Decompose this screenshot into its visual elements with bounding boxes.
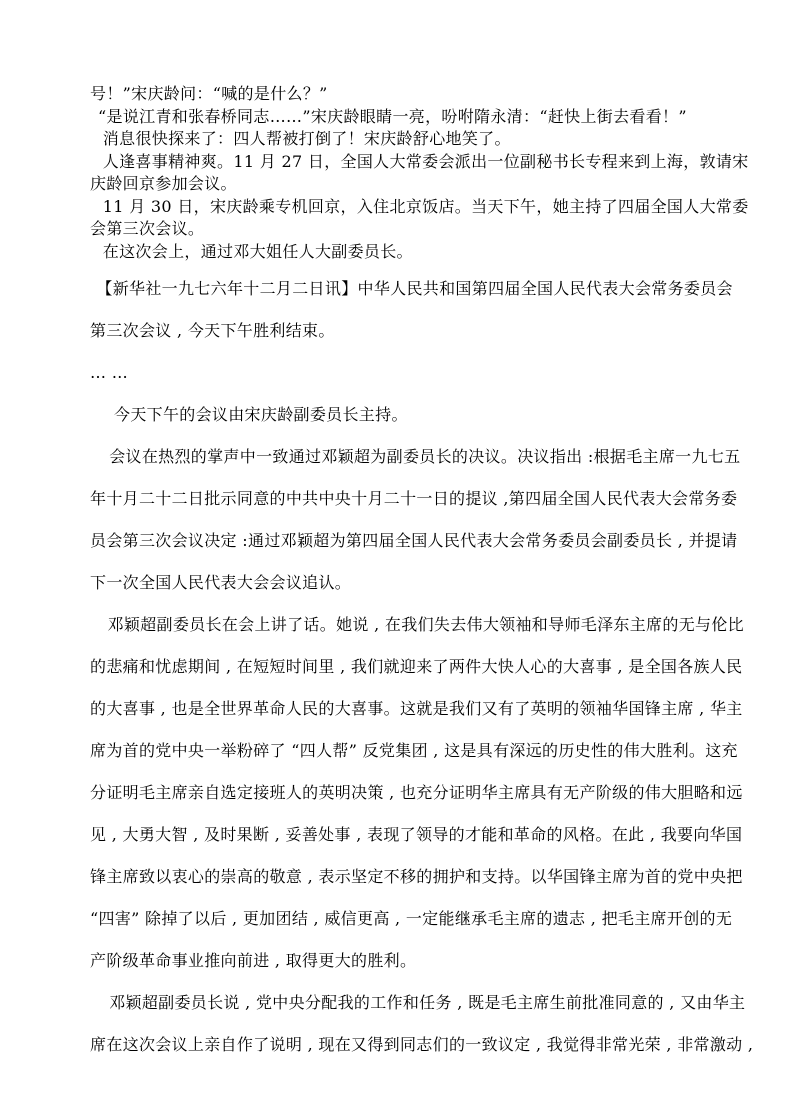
text-line: 席在这次会议上亲自作了说明 , 现在又得到同志们的一致议定 , 我觉得非常光荣 , 非常激动 , — [90, 1035, 754, 1054]
text-line: 分证明毛主席亲自选定接班人的英明决策 , 也充分证明华主席具有无产阶级的伟大胆略和远 — [90, 783, 743, 802]
text-line: 第三次会议 , 今天下午胜利结束。 — [90, 321, 335, 340]
text-line: 锋主席致以衷心的崇高的敬意 , 表示坚定不移的拥护和支持。以华国锋主席为首的党中央把 — [90, 867, 743, 886]
text-line: 号！”宋庆龄问：“喊的是什么？” — [90, 84, 328, 103]
text-line: 消息很快探来了：四人帮被打倒了！宋庆龄舒心地笑了。 — [102, 129, 511, 148]
text-line: 在这次会上，通过邓大姐任人大副委员长。 — [102, 241, 413, 261]
text-line: 邓颖超副委员长在会上讲了话。她说 , 在我们失去伟大领袖和导师毛泽东主席的无与伦比 — [107, 615, 744, 634]
text-line: 邓颖超副委员长说 , 党中央分配我的工作和任务 , 既是毛主席生前批准同意的 , 又由华主 — [109, 993, 746, 1012]
text-line: “四害” 除掉了以后 , 更加团结 , 威信更高 , 一定能继承毛主席的遗志 , 把毛主席开创的无 — [90, 909, 733, 928]
text-line: 会第三次会议。 — [90, 219, 205, 238]
text-line: 【新华社一九七六年十二月二日讯】中华人民共和国第四届全国人民代表大会常务委员会 — [96, 279, 733, 298]
text-line: 年十月二十二日批示同意的中共中央十月二十一日的提议 ,第四届全国人民代表大会常务委 — [90, 489, 738, 508]
text-line: 产阶级革命事业推向前进 , 取得更大的胜利。 — [90, 951, 417, 970]
text-line: 今天下午的会议由宋庆龄副委员长主持。 — [114, 405, 408, 424]
text-line: 会议在热烈的掌声中一致通过邓颖超为副委员长的决议。决议指出 :根据毛主席一九七五 — [109, 447, 741, 466]
text-line: 下一次全国人民代表大会会议追认。 — [90, 573, 352, 592]
text-line: 11 月 30 日，宋庆龄乘专机回京，入住北京饭店。当天下午，她主持了四届全国人大常委 — [102, 196, 749, 216]
text-line: 员会第三次会议决定 :通过邓颖超为第四届全国人民代表大会常务委员会副委员长 , 并提请 — [90, 531, 738, 550]
text-line: 的大喜事 , 也是全世界革命人民的大喜事。这就是我们又有了英明的领袖华国锋主席 , 华主 — [90, 699, 743, 718]
news-bulletin-section — [90, 268, 754, 1066]
text-line: … … — [90, 363, 129, 382]
narrative-section — [90, 83, 749, 263]
text-line: 席为首的党中央一举粉碎了 “四人帮” 反党集团 , 这是具有深远的历史性的伟大胜利。这充 — [90, 741, 738, 760]
text-line: 的悲痛和忧虑期间 , 在短短时间里 , 我们就迎来了两件大快人心的大喜事 , 是全国各族人民 — [90, 657, 743, 676]
text-line: 庆龄回京参加会议。 — [90, 174, 237, 193]
text-line: 见 , 大勇大智 , 及时果断 , 妥善处事 , 表现了领导的才能和革命的风格。在此 , 我要向华国 — [90, 825, 743, 844]
text-line: 人逢喜事精神爽。11 月 27 日，全国人大常委会派出一位副秘书长专程来到上海，敦请宋 — [102, 151, 749, 171]
text-line: “是说江青和张春桥同志……”宋庆龄眼睛一亮，吩咐隋永清：“赶快上街去看看！” — [98, 106, 687, 126]
